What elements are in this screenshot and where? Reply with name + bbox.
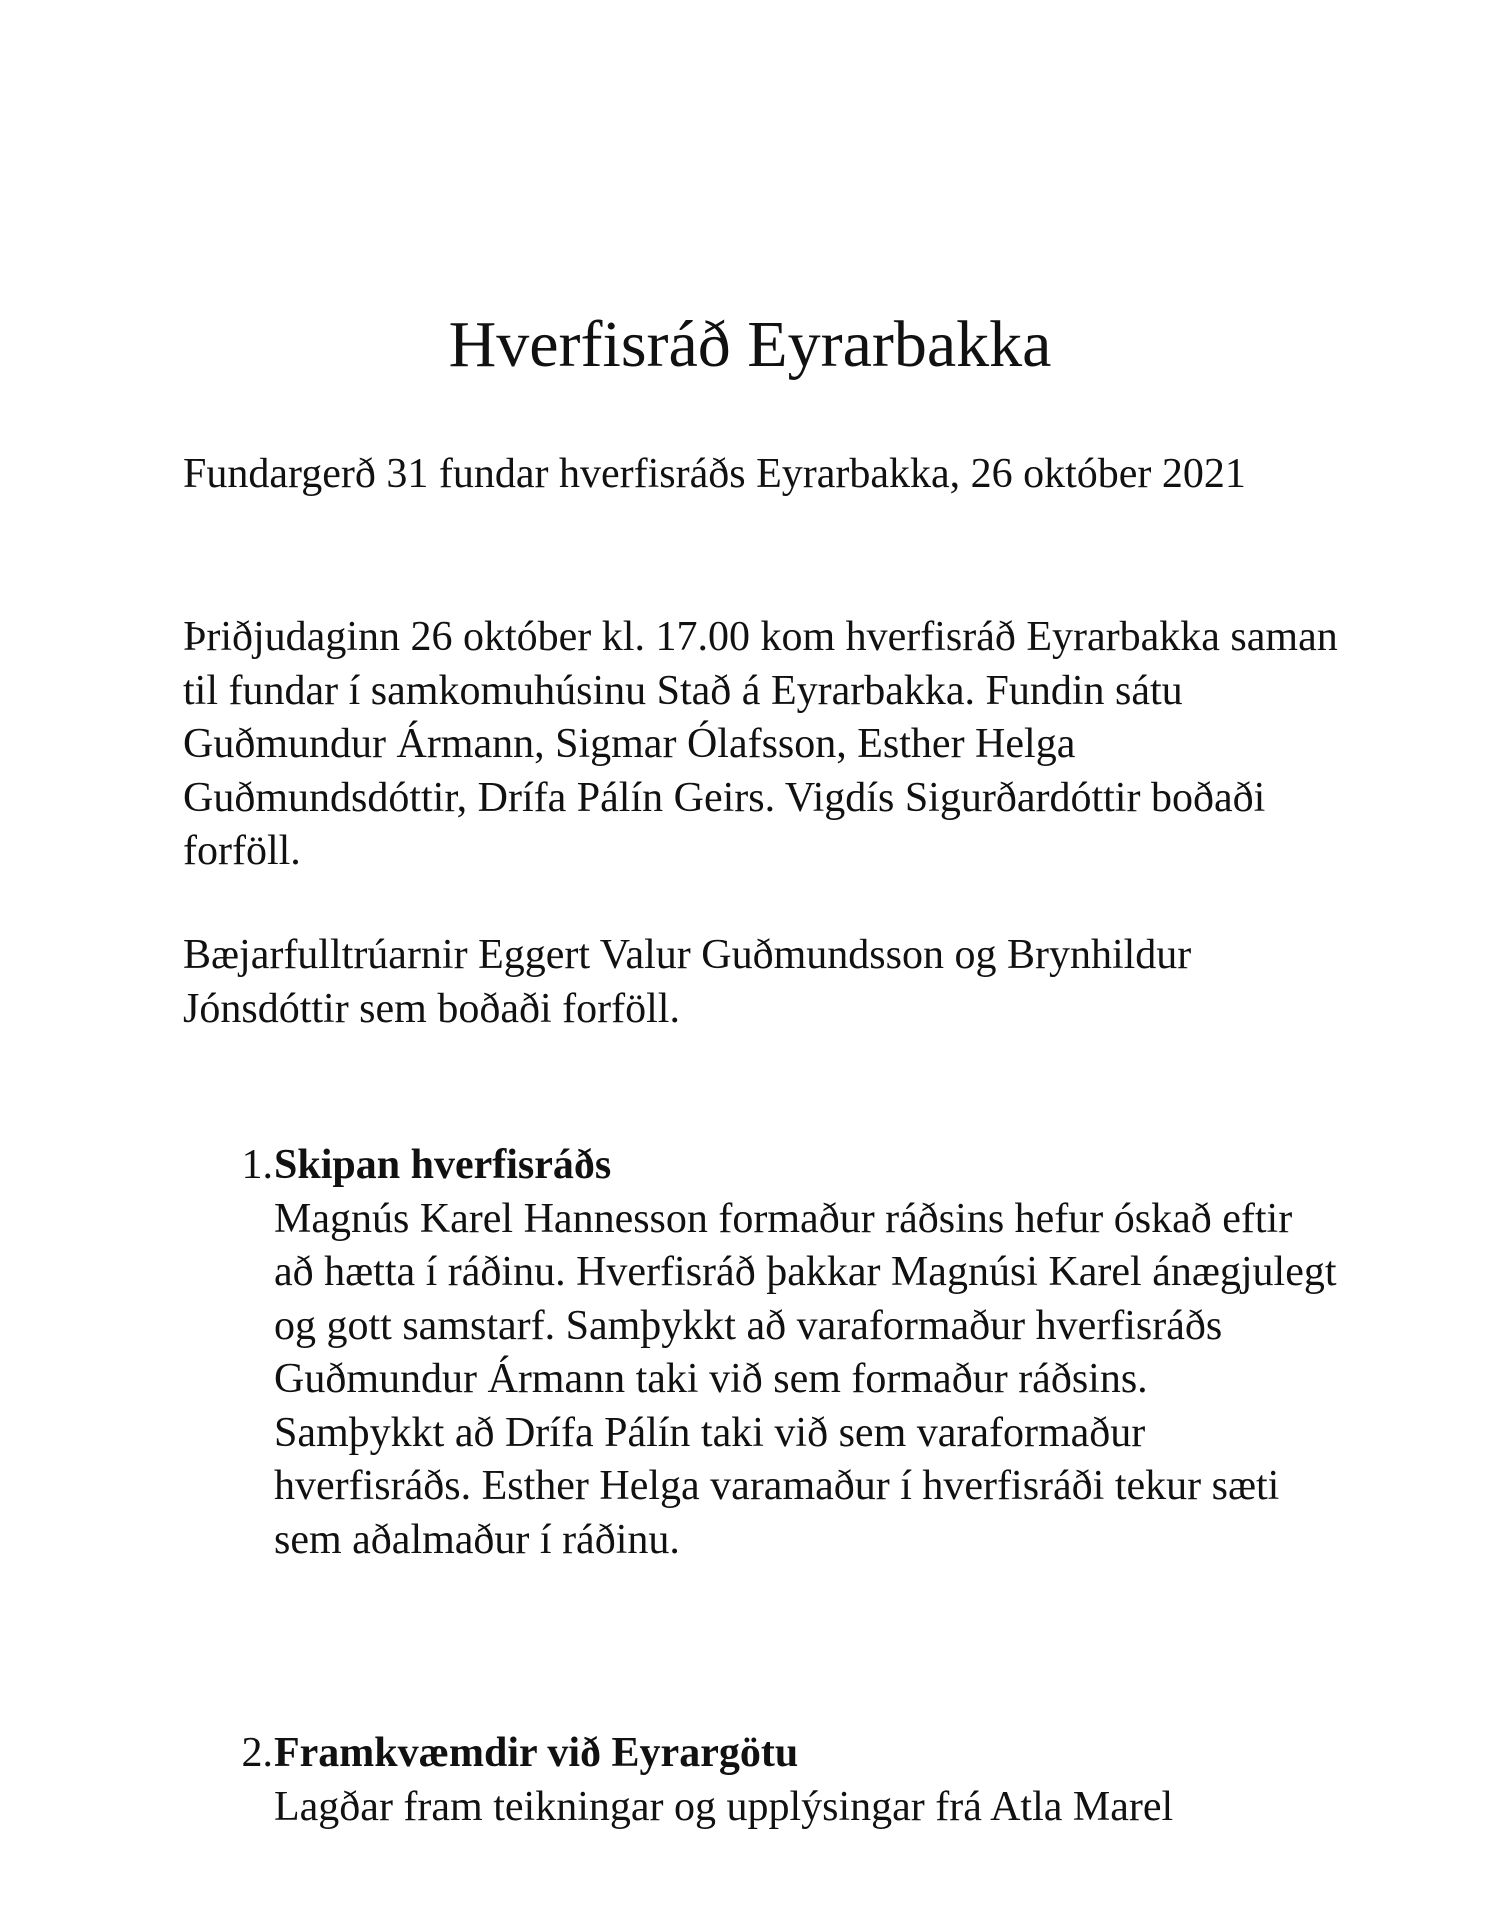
document-title: Hverfisráð Eyrarbakka xyxy=(448,308,1052,381)
agenda-item-body xyxy=(274,1727,1338,1834)
agenda-item-body xyxy=(274,1139,1338,1567)
agenda-item-number: 1. xyxy=(241,1142,273,1188)
agenda-item-heading: Skipan hverfisráðs xyxy=(274,1142,612,1188)
agenda-item-text: Lagðar fram teikningar og upplýsingar frá Atla Marel xyxy=(274,1783,1174,1830)
agenda-item-text: Magnús Karel Hannesson formaður ráðsins hefur óskað eftir að hætta í ráðinu. Hverfisráð þakkar Magnúsi Karel ánægjulegt og gott samstarf. Samþykkt að varaformaður hverfisráðs Guðmundur Ármann taki við sem formaður ráðsins. xyxy=(274,1195,1337,1402)
attendance-paragraph: Þriðjudaginn 26 október kl. 17.00 kom hverfisráð Eyrarbakka saman til fundar í samkomuhúsinu Stað á Eyrarbakka. Fundin sátu Guðmundur Ármann, Sigmar Ólafsson, Esther Helga Guðmundsdóttir, Drífa Pálín Geirs. Vigdís Sigurðardóttir boðaði forföll. xyxy=(183,614,1338,874)
agenda-item-number: 2. xyxy=(241,1730,273,1776)
agenda-item-text: Samþykkt að Drífa Pálín taki við sem varaformaður hverfisráðs. Esther Helga varamaður í hverfisráði tekur sæti sem aðalmaður í ráðinu. xyxy=(274,1409,1280,1563)
council-members-paragraph: Bæjarfulltrúarnir Eggert Valur Guðmundsson og Brynhildur Jónsdóttir sem boðaði forföll. xyxy=(183,932,1192,1032)
agenda-item-heading: Framkvæmdir við Eyrargötu xyxy=(274,1730,799,1776)
meeting-subtitle: Fundargerð 31 fundar hverfisráðs Eyrarbakka, 26 október 2021 xyxy=(183,451,1246,497)
